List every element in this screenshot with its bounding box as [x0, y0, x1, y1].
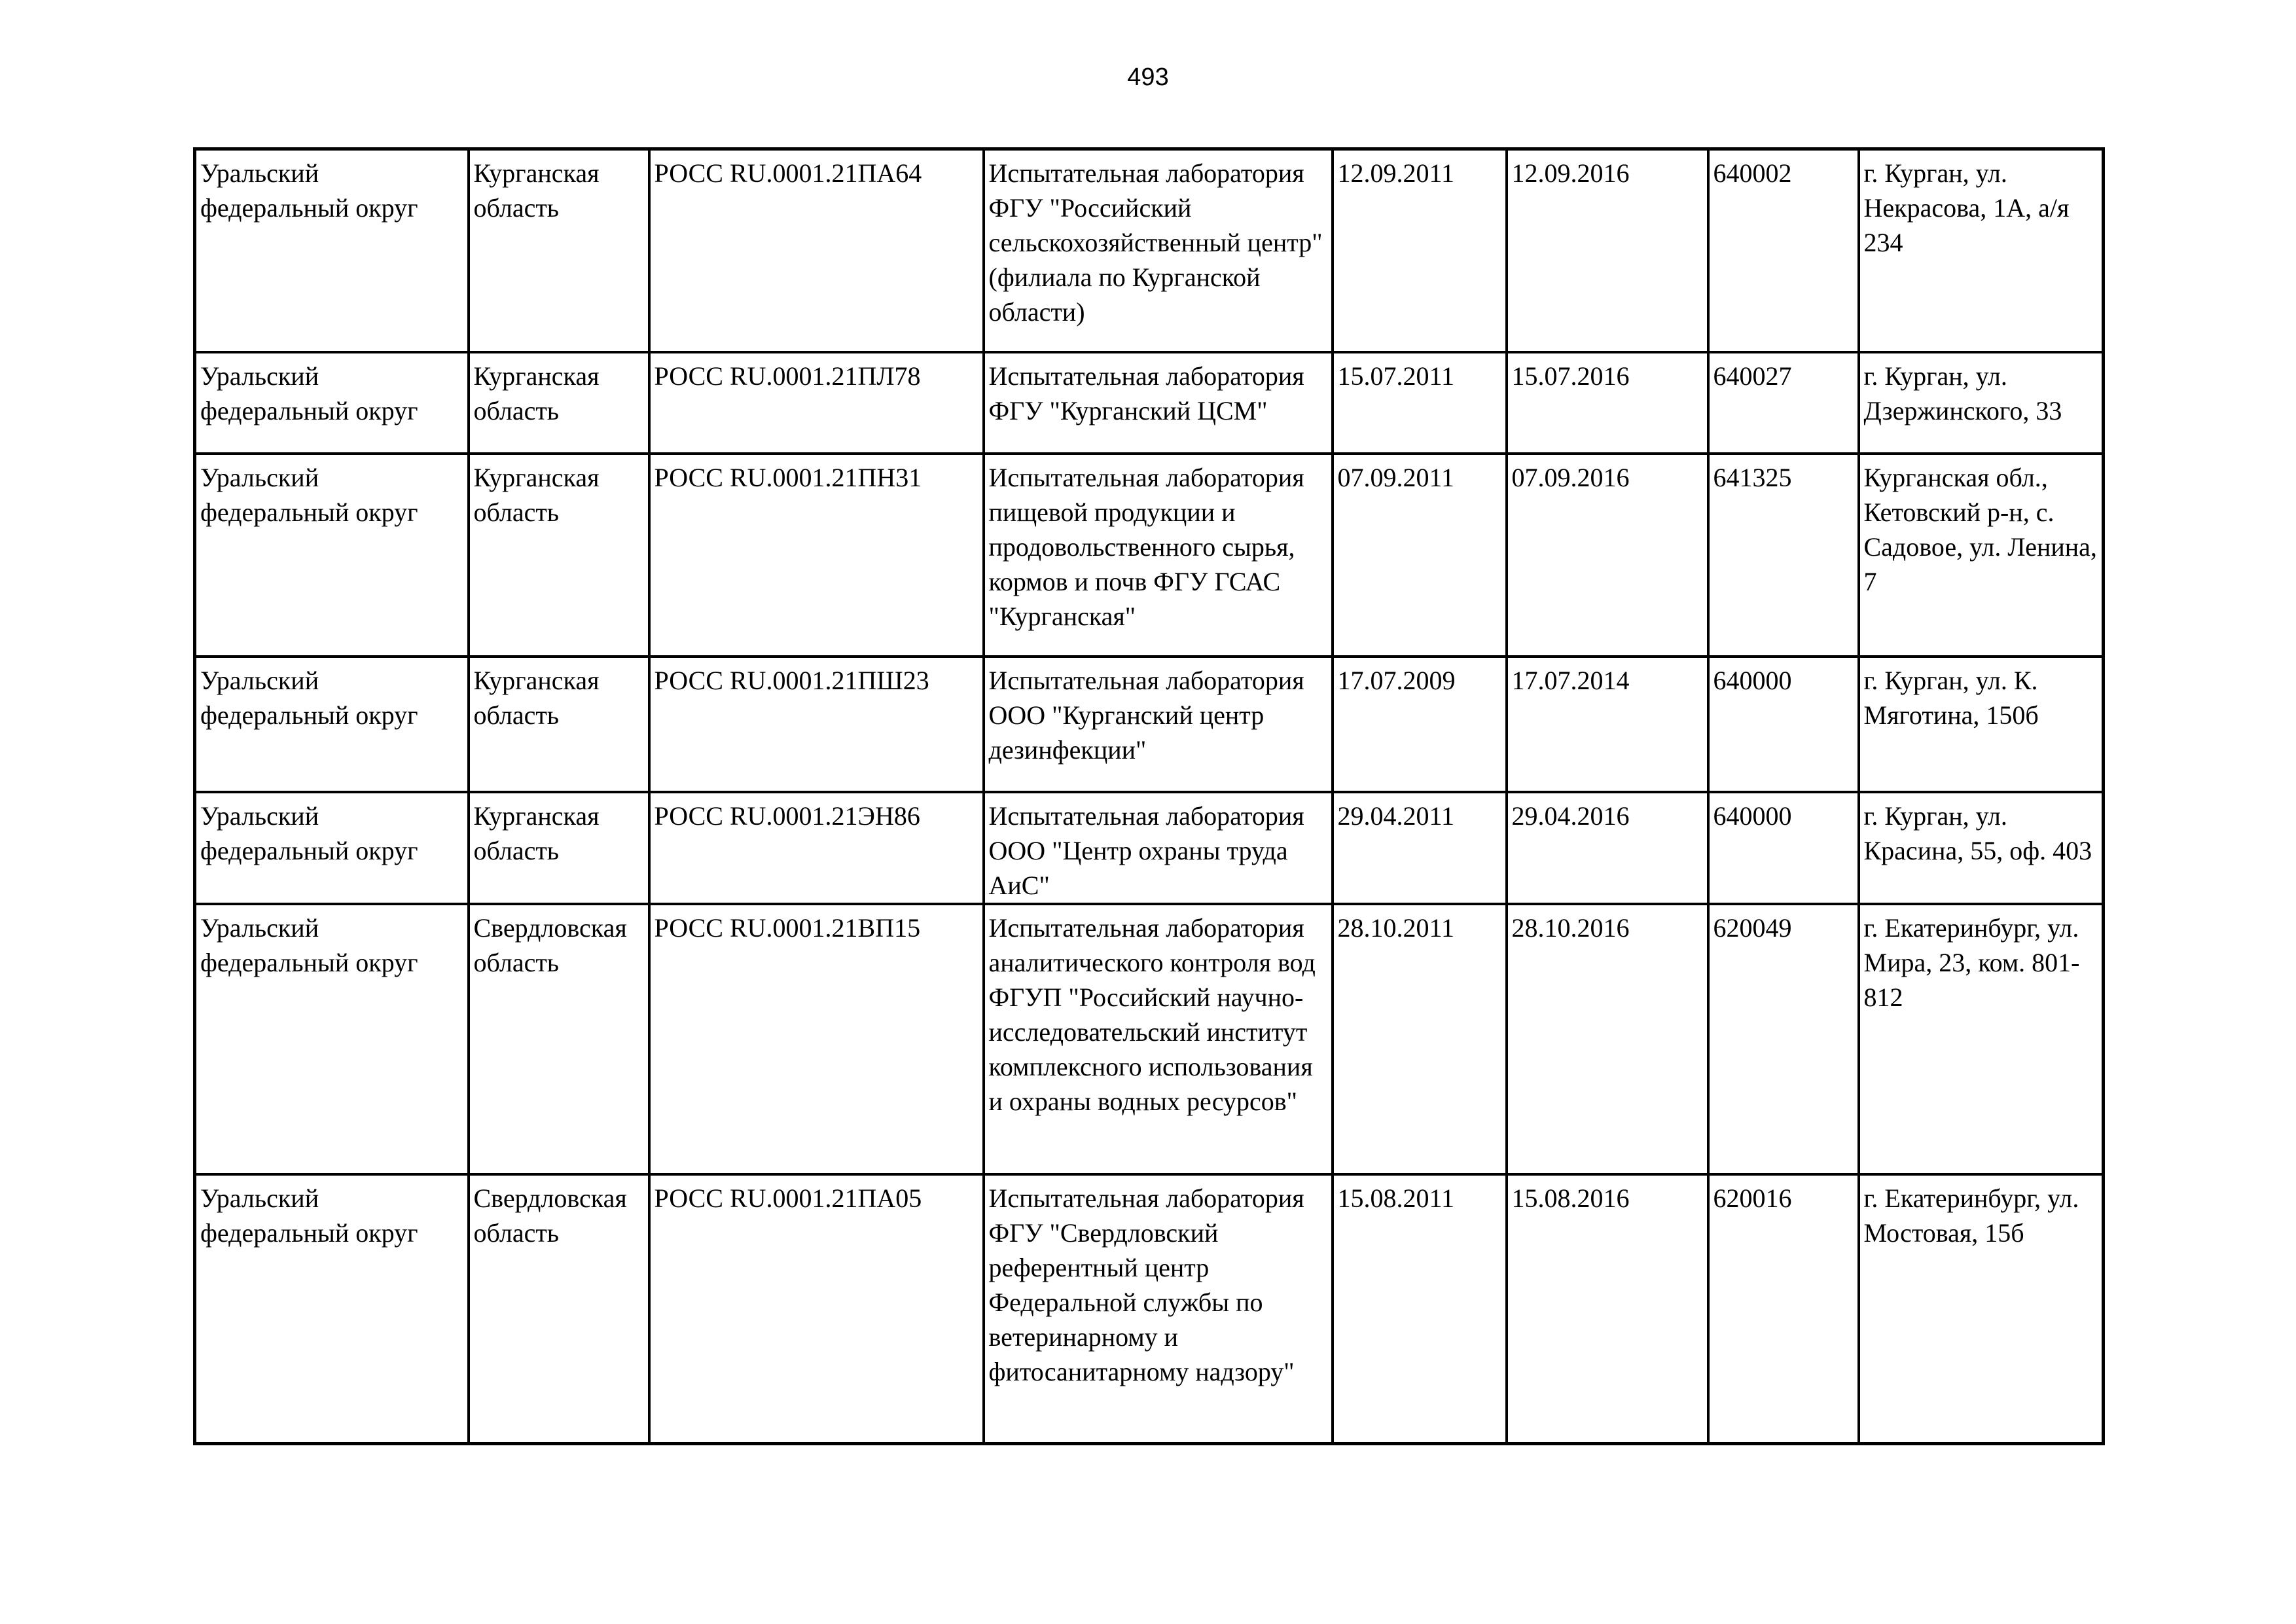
table-row — [195, 792, 2104, 904]
laboratory-name-cell: Испытательная лаборатория ФГУ "Свердловский референтный центр Федеральной службы по ветеринарному и фитосанитарному надзору" — [984, 1174, 1333, 1444]
date-from-cell: 15.08.2011 — [1333, 1174, 1507, 1444]
district-cell: Уральский федеральный округ — [195, 1174, 469, 1444]
region-cell: Курганская область — [469, 792, 649, 904]
certificate-number-cell: РОСС RU.0001.21ПШ23 — [649, 657, 984, 792]
date-from-cell: 17.07.2009 — [1333, 657, 1507, 792]
region-cell: Свердловская область — [469, 1174, 649, 1444]
address-cell: г. Курган, ул. К. Мяготина, 150б — [1859, 657, 2104, 792]
certificate-number-cell: РОСС RU.0001.21ПА05 — [649, 1174, 984, 1444]
date-to-cell: 29.04.2016 — [1507, 792, 1708, 904]
region-cell: Курганская область — [469, 149, 649, 352]
postcode-cell: 620049 — [1708, 904, 1859, 1174]
date-from-cell: 15.07.2011 — [1333, 352, 1507, 454]
district-cell: Уральский федеральный округ — [195, 352, 469, 454]
address-cell: Курганская обл., Кетовский р-н, с. Садовое, ул. Ленина, 7 — [1859, 454, 2104, 657]
certificate-number-cell: РОСС RU.0001.21ПА64 — [649, 149, 984, 352]
certificate-number-cell: РОСС RU.0001.21ПН31 — [649, 454, 984, 657]
table-row — [195, 904, 2104, 1174]
postcode-cell: 641325 — [1708, 454, 1859, 657]
certificate-number-cell: РОСС RU.0001.21ЭН86 — [649, 792, 984, 904]
date-from-cell: 29.04.2011 — [1333, 792, 1507, 904]
region-cell: Свердловская область — [469, 904, 649, 1174]
region-cell: Курганская область — [469, 352, 649, 454]
date-to-cell: 17.07.2014 — [1507, 657, 1708, 792]
date-to-cell: 15.07.2016 — [1507, 352, 1708, 454]
page-number: 493 — [1127, 63, 1169, 91]
certificate-number-cell: РОСС RU.0001.21ВП15 — [649, 904, 984, 1174]
postcode-cell: 640000 — [1708, 657, 1859, 792]
district-cell: Уральский федеральный округ — [195, 149, 469, 352]
district-cell: Уральский федеральный округ — [195, 792, 469, 904]
laboratory-registry-table — [193, 147, 2105, 1445]
region-cell: Курганская область — [469, 657, 649, 792]
date-from-cell: 28.10.2011 — [1333, 904, 1507, 1174]
laboratory-name-cell: Испытательная лаборатория ФГУ "Курганский ЦСМ" — [984, 352, 1333, 454]
date-from-cell: 12.09.2011 — [1333, 149, 1507, 352]
table-row — [195, 352, 2104, 454]
district-cell: Уральский федеральный округ — [195, 454, 469, 657]
date-to-cell: 07.09.2016 — [1507, 454, 1708, 657]
laboratory-name-cell: Испытательная лаборатория ООО "Курганский центр дезинфекции" — [984, 657, 1333, 792]
postcode-cell: 640002 — [1708, 149, 1859, 352]
address-cell: г. Курган, ул. Красина, 55, оф. 403 — [1859, 792, 2104, 904]
date-from-cell: 07.09.2011 — [1333, 454, 1507, 657]
postcode-cell: 640000 — [1708, 792, 1859, 904]
table-row — [195, 149, 2104, 352]
district-cell: Уральский федеральный округ — [195, 657, 469, 792]
laboratory-name-cell: Испытательная лаборатория ООО "Центр охраны труда АиС" — [984, 792, 1333, 904]
postcode-cell: 640027 — [1708, 352, 1859, 454]
address-cell: г. Курган, ул. Дзержинского, 33 — [1859, 352, 2104, 454]
district-cell: Уральский федеральный округ — [195, 904, 469, 1174]
date-to-cell: 15.08.2016 — [1507, 1174, 1708, 1444]
table-row — [195, 1174, 2104, 1444]
postcode-cell: 620016 — [1708, 1174, 1859, 1444]
address-cell: г. Екатеринбург, ул. Мира, 23, ком. 801-812 — [1859, 904, 2104, 1174]
certificate-number-cell: РОСС RU.0001.21ПЛ78 — [649, 352, 984, 454]
date-to-cell: 28.10.2016 — [1507, 904, 1708, 1174]
laboratory-name-cell: Испытательная лаборатория ФГУ "Российский сельскохозяйственный центр" (филиала по Курганской области) — [984, 149, 1333, 352]
address-cell: г. Курган, ул. Некрасова, 1А, а/я 234 — [1859, 149, 2104, 352]
laboratory-name-cell: Испытательная лаборатория пищевой продукции и продовольственного сырья, кормов и почв ФГУ ГСАС "Курганская" — [984, 454, 1333, 657]
region-cell: Курганская область — [469, 454, 649, 657]
laboratory-name-cell: Испытательная лаборатория аналитического контроля вод ФГУП "Российский научно-исследовательский институт комплексного использования и охраны водных ресурсов" — [984, 904, 1333, 1174]
date-to-cell: 12.09.2016 — [1507, 149, 1708, 352]
table-row — [195, 657, 2104, 792]
address-cell: г. Екатеринбург, ул. Мостовая, 15б — [1859, 1174, 2104, 1444]
table-row — [195, 454, 2104, 657]
